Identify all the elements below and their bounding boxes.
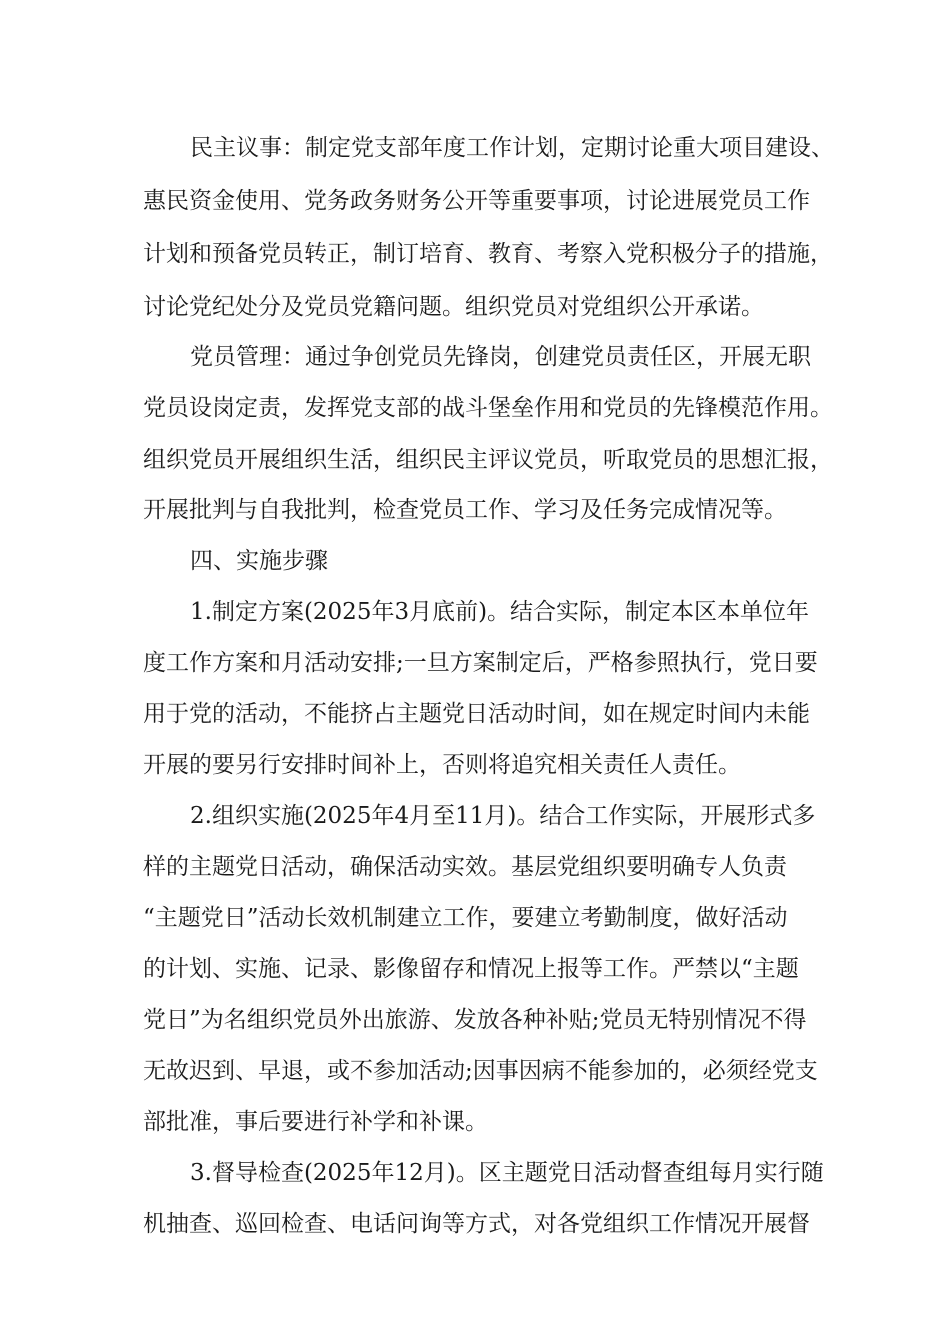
text-line: 党日”为名组织党员外出旅游、发放各种补贴;党员无特别情况不得 xyxy=(143,1007,807,1033)
text-line: 无故迟到、早退，或不参加活动;因事因病不能参加的，必须经党支 xyxy=(143,1058,818,1084)
text-line: 计划和预备党员转正，制订培育、教育、考察入党积极分子的措施， xyxy=(143,241,833,267)
text-line: 度工作方案和月活动安排;一旦方案制定后，严格参照执行，党日要 xyxy=(143,650,818,676)
text-line: 用于党的活动，不能挤占主题党日活动时间，如在规定时间内未能 xyxy=(143,701,810,727)
text-line: 讨论党纪处分及党员党籍问题。组织党员对党组织公开承诺。 xyxy=(143,294,764,320)
text-line: 1.制定方案(2025年3月底前)。结合实际，制定本区本单位年 xyxy=(190,599,810,625)
text-line: 组织党员开展组织生活，组织民主评议党员，听取党员的思想汇报， xyxy=(143,447,833,473)
text-line: 开展的要另行安排时间补上，否则将追究相关责任人责任。 xyxy=(143,752,741,778)
text-line: 的计划、实施、记录、影像留存和情况上报等工作。严禁以“主题 xyxy=(143,956,799,982)
text-line: 党员设岗定责，发挥党支部的战斗堡垒作用和党员的先锋模范作用。 xyxy=(143,395,833,421)
text-line: 3.督导检查(2025年12月)。区主题党日活动督查组每月实行随 xyxy=(190,1160,824,1186)
text-line: 机抽查、巡回检查、电话问询等方式，对各党组织工作情况开展督 xyxy=(143,1211,810,1237)
text-line: 党员管理：通过争创党员先锋岗，创建党员责任区，开展无职 xyxy=(190,344,811,370)
text-line: 惠民资金使用、党务政务财务公开等重要事项，讨论进展党员工作 xyxy=(143,188,810,214)
text-line: 部批准，事后要进行补学和补课。 xyxy=(143,1109,488,1135)
text-line: 民主议事：制定党支部年度工作计划，定期讨论重大项目建设、 xyxy=(190,135,834,161)
text-line: 样的主题党日活动，确保活动实效。基层党组织要明确专人负责 xyxy=(143,854,787,880)
section-heading: 四、实施步骤 xyxy=(190,548,328,574)
text-line: “主题党日”活动长效机制建立工作，要建立考勤制度，做好活动 xyxy=(143,905,788,931)
text-line: 2.组织实施(2025年4月至11月)。结合工作实际，开展形式多 xyxy=(190,803,816,829)
text-line: 开展批判与自我批判，检查党员工作、学习及任务完成情况等。 xyxy=(143,497,787,523)
